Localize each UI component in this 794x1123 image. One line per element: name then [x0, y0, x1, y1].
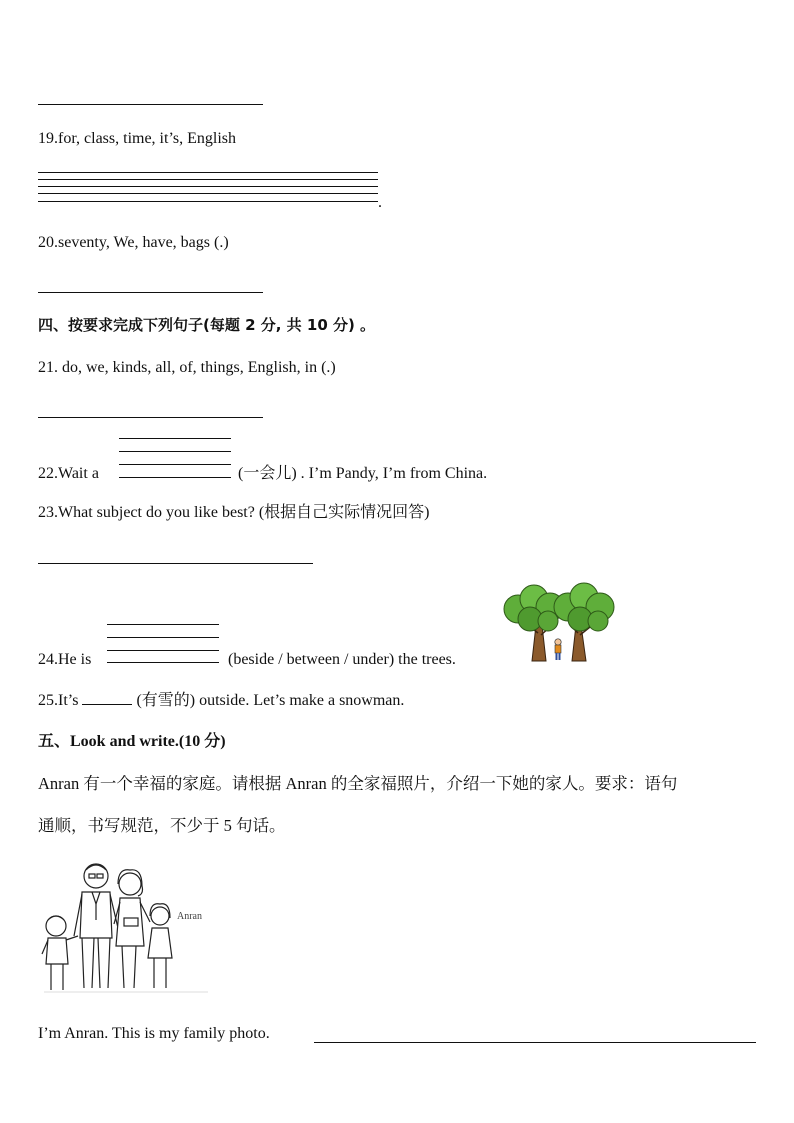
- question-19-prompt: 19.for, class, time, it’s, English: [38, 130, 237, 147]
- answer-line[interactable]: [38, 179, 378, 180]
- question-25-suffix: (有雪的) outside. Let’s make a snowman.: [136, 692, 405, 709]
- section-5-start-sentence: I’m Anran. This is my family photo.: [38, 1025, 270, 1042]
- answer-line[interactable]: [38, 186, 378, 187]
- question-22-suffix: (一会儿) . I’m Pandy, I’m from China.: [238, 465, 488, 482]
- two-trees-illustration: [500, 585, 618, 665]
- answer-line[interactable]: [107, 624, 219, 625]
- answer-line[interactable]: [38, 201, 378, 202]
- answer-line[interactable]: [119, 451, 231, 452]
- answer-line[interactable]: [38, 172, 378, 173]
- answer-line[interactable]: [119, 438, 231, 439]
- section-5-instruction-line-2: 通顺，书写规范，不少于 5 句话。: [38, 816, 286, 835]
- question-25-prefix: 25.It’s: [38, 692, 79, 709]
- answer-blank-q25[interactable]: [82, 690, 132, 705]
- answer-line-q18[interactable]: [38, 104, 263, 105]
- answer-line[interactable]: [119, 464, 231, 465]
- question-20-prompt: 20.seventy, We, have, bags (.): [38, 234, 229, 251]
- anran-photo-label: Anran: [177, 911, 202, 922]
- section-5-heading: 五、Look and write.(10 分): [38, 733, 226, 750]
- answer-line-q20[interactable]: [38, 292, 263, 293]
- answer-line[interactable]: [38, 193, 378, 194]
- answer-line-section-5[interactable]: [314, 1042, 756, 1043]
- answer-line[interactable]: [107, 637, 219, 638]
- question-23-prompt: 23.What subject do you like best? (根据自己实际情况回答): [38, 504, 430, 521]
- question-19-period: .: [378, 194, 382, 211]
- section-4-heading: 四、按要求完成下列句子(每题 2 分, 共 10 分) 。: [38, 316, 376, 334]
- question-24-suffix: (beside / between / under) the trees.: [228, 651, 456, 668]
- question-24-prefix: 24.He is: [38, 651, 92, 668]
- family-photo-illustration: [38, 858, 218, 998]
- answer-line[interactable]: [119, 477, 231, 478]
- question-25-line: [38, 690, 404, 711]
- question-22-prefix: 22.Wait a: [38, 465, 99, 482]
- question-21-prompt: 21. do, we, kinds, all, of, things, English, in (.): [38, 359, 336, 376]
- answer-line-q21[interactable]: [38, 417, 263, 418]
- section-5-instruction-line-1: Anran 有一个幸福的家庭。请根据 Anran 的全家福照片，介绍一下她的家人。要求：语句: [38, 774, 678, 793]
- answer-line[interactable]: [107, 650, 219, 651]
- answer-line-q23[interactable]: [38, 563, 313, 564]
- answer-line[interactable]: [107, 662, 219, 663]
